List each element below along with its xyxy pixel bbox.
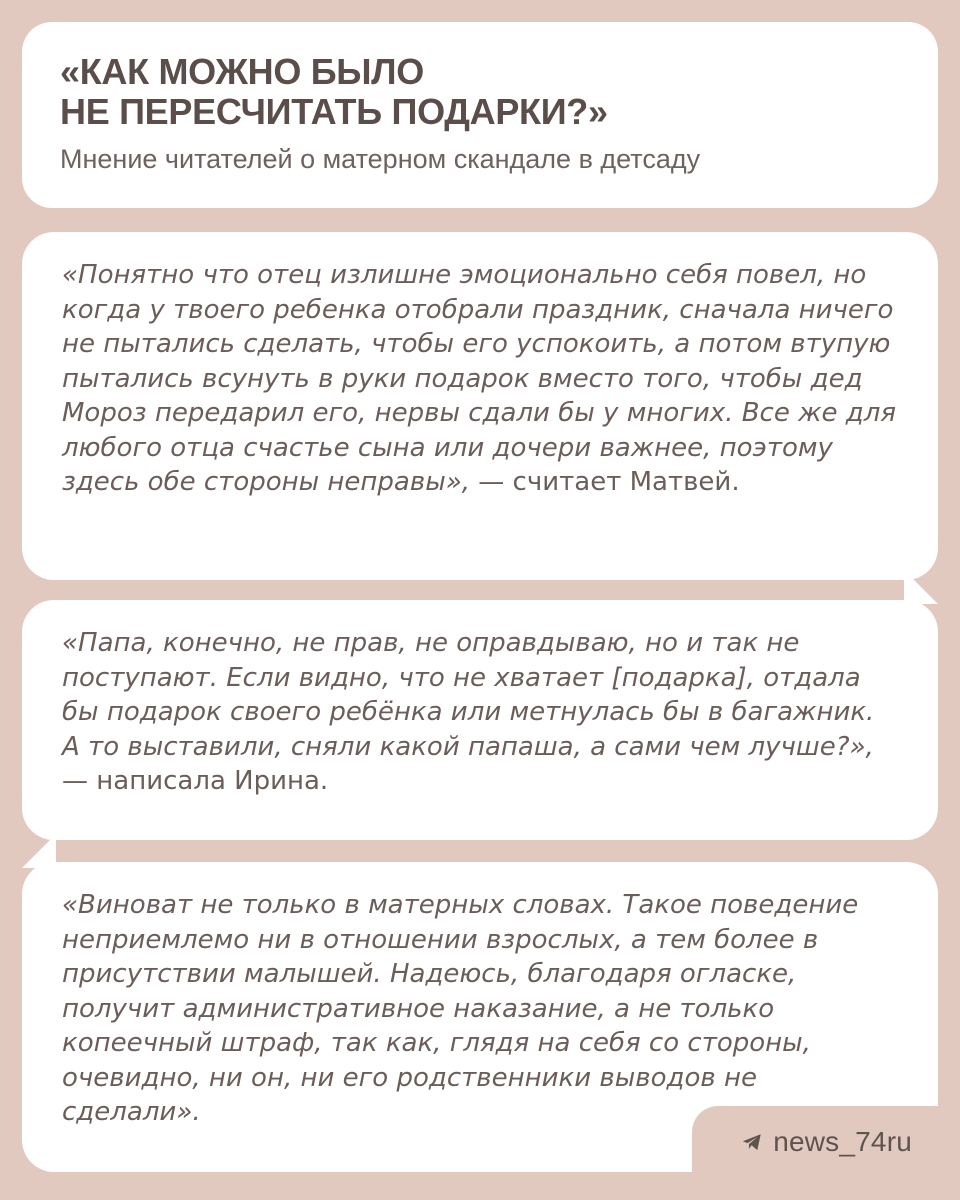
page-subtitle: Мнение читателей о матерном скандале в детсаду	[60, 144, 701, 174]
quote-3	[62, 888, 898, 1130]
quote-card-2	[22, 600, 938, 840]
quote-2-text: «Папа, конечно, не прав, не оправдываю, но и так не поступают. Если видно, что не хватает [подарка], отдала бы подарок своего ребёнка или метнулась бы в багажник. А то выставили, сняли какой папаша, а сами чем лучше?»,	[62, 628, 875, 762]
quote-1	[62, 258, 898, 500]
quote-2-author: — написала Ирина.	[62, 766, 329, 796]
quote-1-author: — считает Матвей.	[470, 467, 740, 497]
quote-card-1	[22, 232, 938, 580]
quote-2	[62, 626, 898, 799]
quote-1-text: «Понятно что отец излишне эмоционально себя повел, но когда у твоего ребенка отобрали праздник, сначала ничего не пытались сделать, чтобы его успокоить, а потом втупую пытались всунуть в руки подарок вместо того, чтобы дед Мороз передарил его, нервы сдали бы у многих. Все же для любого отца счастье сына или дочери важнее, поэтому здесь обе стороны неправы»,	[62, 260, 897, 497]
channel-handle[interactable]: news_74ru	[773, 1126, 912, 1157]
header-card	[22, 22, 938, 208]
quote-3-text: «Виноват не только в матерных словах. Такое поведение неприемлемо ни в отношении взрослых, а тем более в присутствии малышей. Надеюсь, благодаря огласке, получит административное наказание, а не только копеечный штраф, так как, глядя на себя со стороны, очевидно, ни он, ни его родственники выводов не сделали».	[62, 890, 859, 1127]
telegram-icon	[741, 1131, 763, 1153]
source-tag[interactable]	[692, 1106, 938, 1178]
page-title: «КАК МОЖНО БЫЛО НЕ ПЕРЕСЧИТАТЬ ПОДАРКИ?»	[60, 51, 608, 132]
